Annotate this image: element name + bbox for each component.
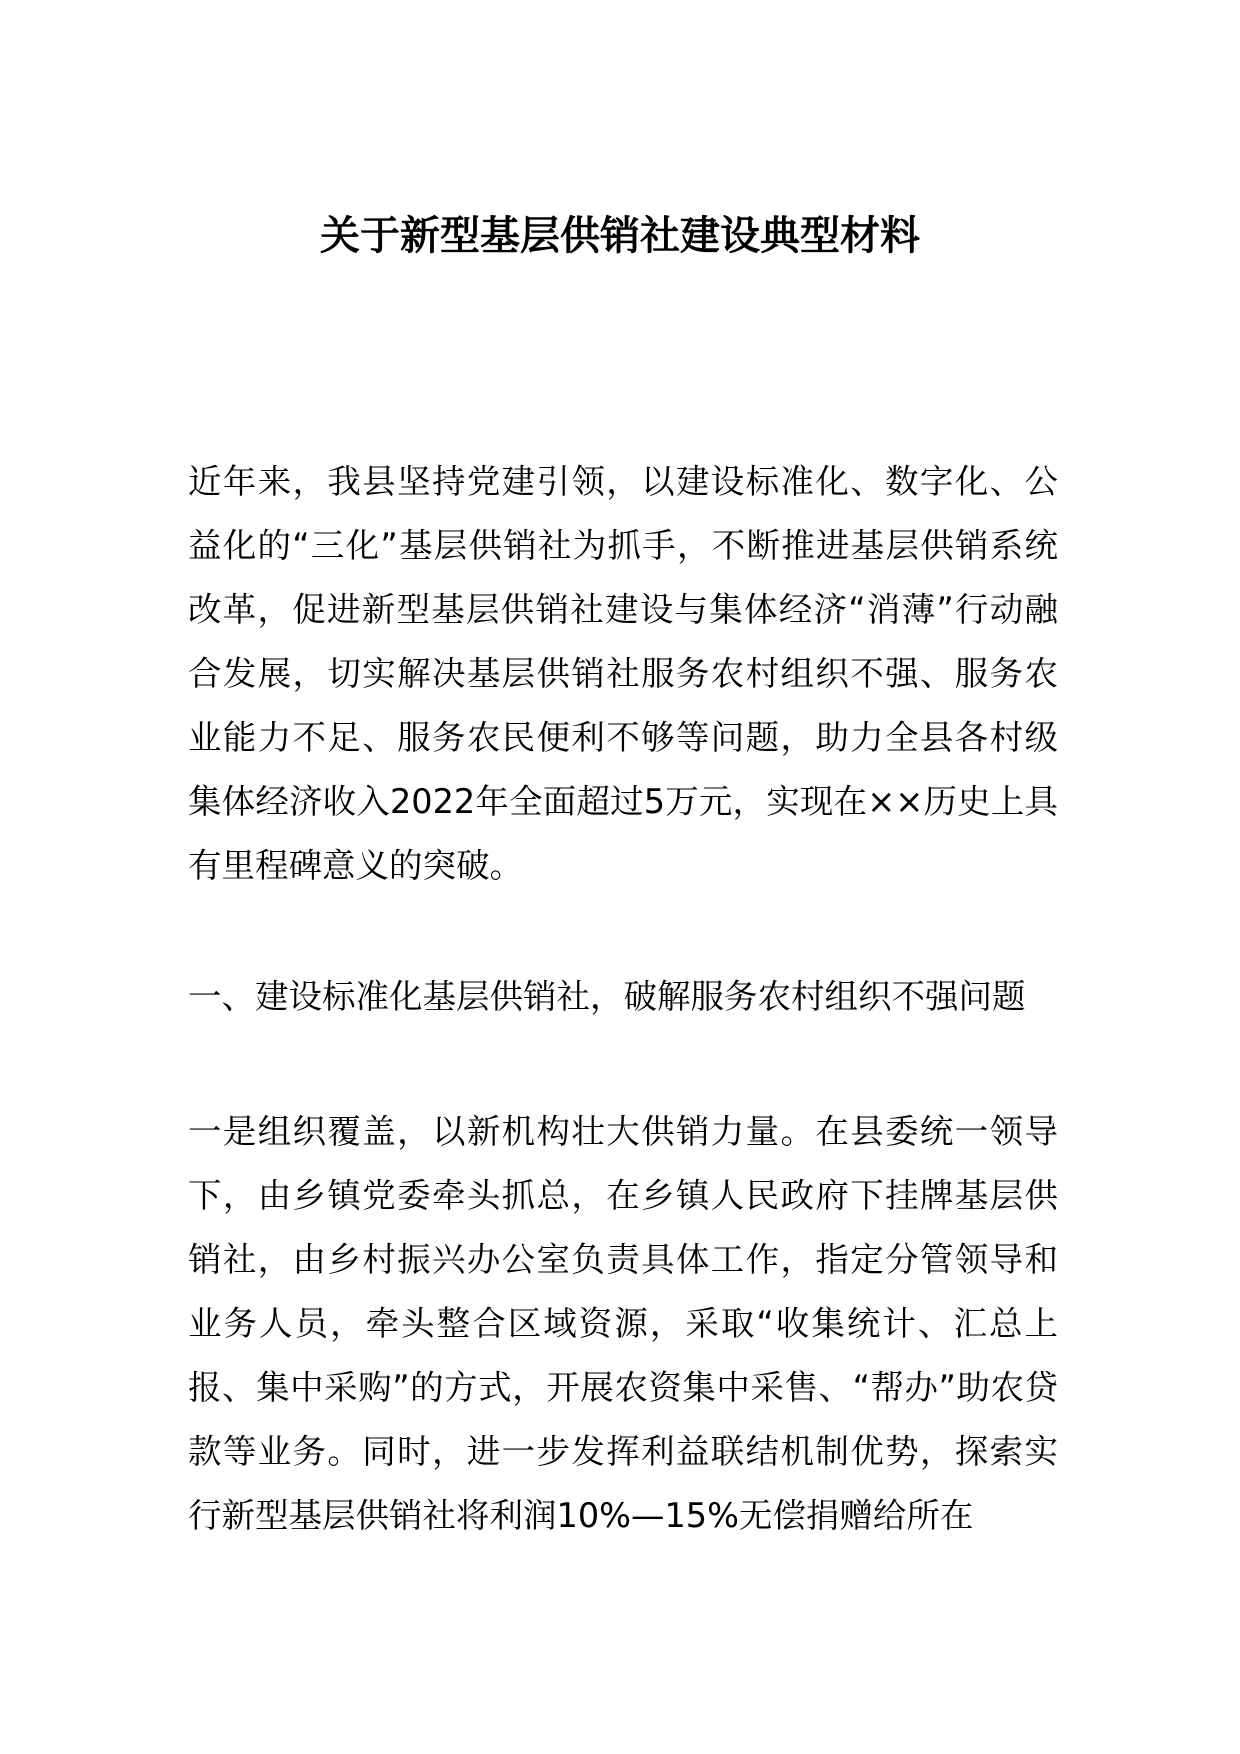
intro-paragraph: 近年来，我县坚持党建引领，以建设标准化、数字化、公益化的“三化”基层供销社为抓手，不断推进基层供销系统改革，促进新型基层供销社建设与集体经济“消薄”行动融合发展，切实解决基层供销社服务农村组织不强、服务农业能力不足、服务农民便利不够等问题，助力全县各村级集体经济收入2022年全面超过5万元，实现在××历史上具有里程碑意义的突破。 [188, 462, 1058, 885]
section-heading: 一、建设标准化基层供销社，破解服务农村组织不强问题 [188, 977, 1026, 1016]
document-title: 关于新型基层供销社建设典型材料 [320, 213, 920, 259]
section-paragraph: 一是组织覆盖，以新机构壮大供销力量。在县委统一领导下，由乡镇党委牵头抓总，在乡镇人民政府下挂牌基层供销社，由乡村振兴办公室负责具体工作，指定分管领导和业务人员，牵头整合区域资源，采取“收集统计、汇总上报、集中采购”的方式，开展农资集中采售、“帮办”助农贷款等业务。同时，进一步发挥利益联结机制优势，探索实行新型基层供销社将利润10%—15%无偿捐赠给所在 [188, 1112, 1058, 1535]
